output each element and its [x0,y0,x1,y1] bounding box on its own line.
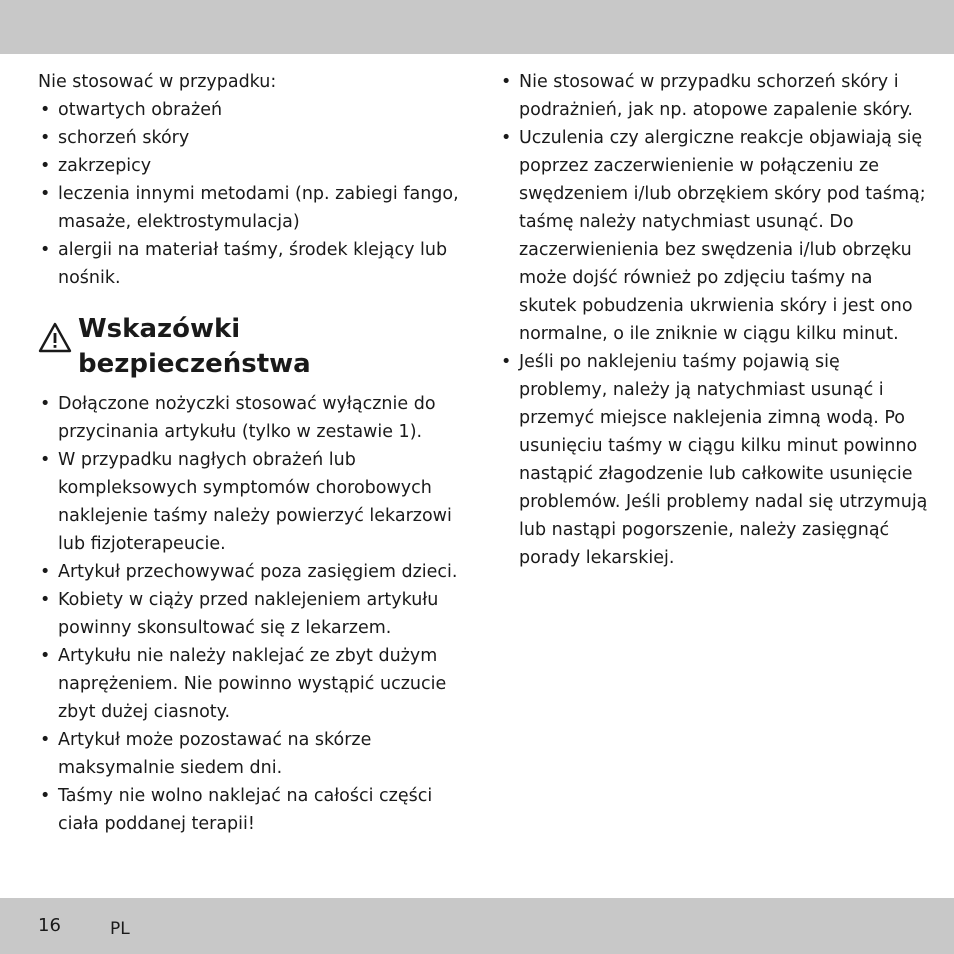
contraindications-list [38,96,463,292]
list-item: • Artykułu nie należy naklejać ze zbyt dużym naprężeniem. Nie powinno wystąpić uczucie zbyt dużej ciasnoty. [38,642,463,726]
list-item: • Jeśli po naklejeniu taśmy pojawią się problemy, należy ją natychmiast usunąć i przemyć miejsce naklejenia zimną wodą. Po usunięciu taśmy w ciągu kilku minut powinno nastąpić złagodzenie lub całkowite usunięcie problemów. Jeśli problemy nadal się utrzymują lub nastąpi pogorszenie, należy zasięgnąć porady lekarskiej. [499,348,929,572]
list-item: • Nie stosować w przypadku schorzeń skóry i podrażnień, jak np. atopowe zapalenie skóry. [499,68,929,124]
contraindications-intro: Nie stosować w przypadku: [38,72,277,92]
list-item: • leczenia innymi metodami (np. zabiegi fango, masaże, elektrostymulacja) [38,180,463,236]
list-item: • Artykuł przechowywać poza zasięgiem dzieci. [38,558,463,586]
list-item: • zakrzepicy [38,152,463,180]
section-heading: Wskazówki bezpieczeństwa [78,314,311,379]
footer-band [0,898,954,954]
list-item: • Uczulenia czy alergiczne reakcje objawiają się poprzez zaczerwienienie w połączeniu ze swędzeniem i/lub obrzękiem skóry pod taśmą; taśmę należy natychmiast usunąć. Do zaczerwienienia bez swędzenia i/lub obrzęku może dojść również po zdjęciu taśmy na skutek pobudzenia ukrwienia skóry i jest ono normalne, o ile zniknie w ciągu kilku minut. [499,124,929,348]
right-column [499,68,929,572]
list-item: • alergii na materiał taśmy, środek klejący lub nośnik. [38,236,463,292]
list-item: • Artykuł może pozostawać na skórze maksymalnie siedem dni. [38,726,463,782]
header-band [0,0,954,54]
warnings-list [499,68,929,572]
list-item: • Taśmy nie wolno naklejać na całości części ciała poddanej terapii! [38,782,463,838]
list-item: • W przypadku nagłych obrażeń lub kompleksowych symptomów chorobowych naklejenie taśmy należy powierzyć lekarzowi lub fizjoterapeucie. [38,446,463,558]
list-item: • otwartych obrażeń [38,96,463,124]
language-code: PL [110,919,130,939]
list-item: • Kobiety w ciąży przed naklejeniem artykułu powinny skonsultować się z lekarzem. [38,586,463,642]
list-item: • schorzeń skóry [38,124,463,152]
left-column [38,68,463,838]
list-item: • Dołączone nożyczki stosować wyłącznie do przycinania artykułu (tylko w zestawie 1). [38,390,463,446]
safety-heading-block [38,312,463,382]
safety-list [38,390,463,838]
page-number: 16 [38,915,61,936]
warning-triangle-icon [38,322,72,354]
